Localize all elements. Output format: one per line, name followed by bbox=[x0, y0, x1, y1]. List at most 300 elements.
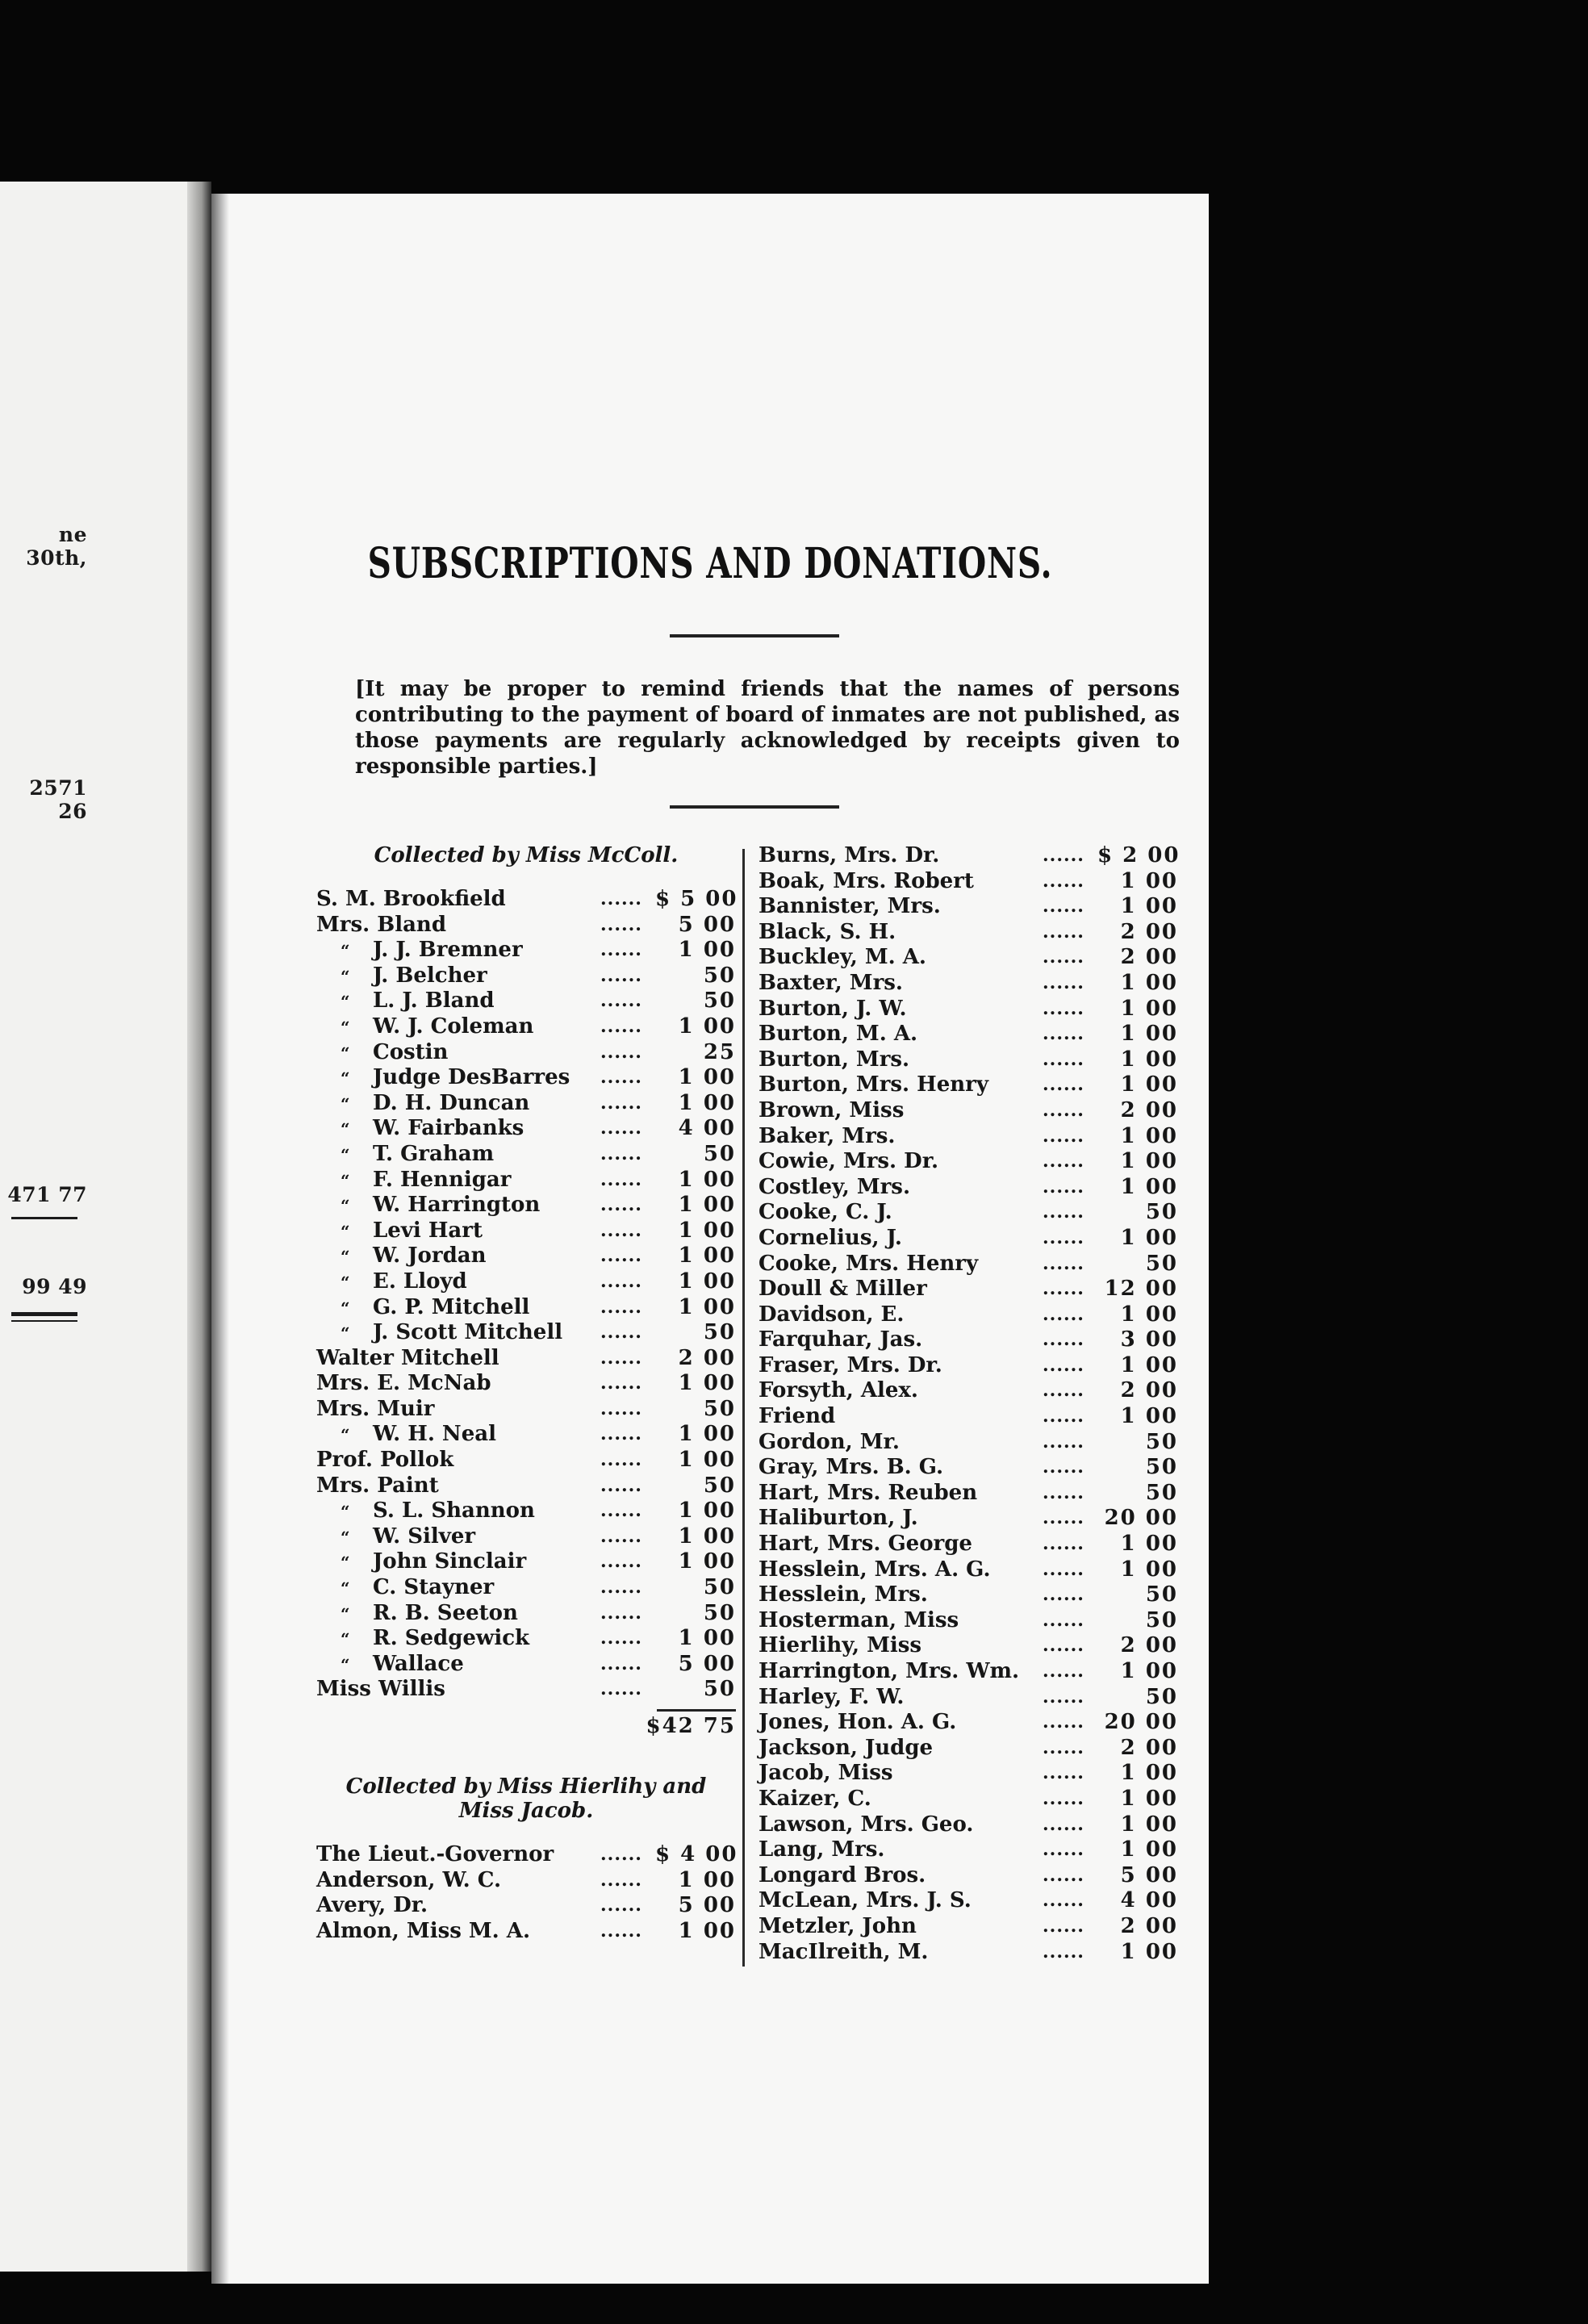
collector-title-line: Miss Jacob. bbox=[458, 1799, 594, 1823]
donor-entry bbox=[316, 1014, 736, 1040]
donor-entry bbox=[316, 1320, 736, 1346]
donor-name-text: W. Harrington bbox=[373, 1193, 541, 1218]
donation-amount: 50 bbox=[703, 1473, 736, 1498]
donor-entry bbox=[316, 1473, 736, 1499]
leader-dots: ...... bbox=[600, 1895, 642, 1916]
donor-entry bbox=[316, 989, 736, 1014]
donation-amount: 1 00 bbox=[1120, 1352, 1178, 1377]
donation-amount: 50 bbox=[703, 1396, 736, 1421]
donation-amount: 1 00 bbox=[1120, 1786, 1178, 1811]
donor-name-text: Miss Willis bbox=[316, 1677, 445, 1702]
donation-amount: 50 bbox=[1145, 1455, 1178, 1480]
donor-name bbox=[341, 1295, 529, 1322]
leader-dots: ...... bbox=[1043, 1584, 1084, 1606]
donor-name-text: Friend bbox=[758, 1404, 836, 1429]
donor-name bbox=[758, 1277, 927, 1302]
donor-name bbox=[341, 989, 495, 1015]
donor-name bbox=[341, 1168, 511, 1194]
donation-amount: 1 00 bbox=[1120, 1659, 1178, 1683]
donor-name bbox=[758, 843, 939, 869]
donor-entry bbox=[316, 1448, 736, 1473]
donation-amount: 1 00 bbox=[678, 1294, 736, 1319]
donation-amount: 1 00 bbox=[1120, 1939, 1178, 1964]
ditto-mark: “ bbox=[341, 1221, 350, 1241]
donor-name bbox=[758, 1353, 942, 1379]
leader-dots: ...... bbox=[1043, 1227, 1084, 1248]
donation-amount: 1 00 bbox=[678, 1448, 736, 1473]
leader-dots: ...... bbox=[600, 1678, 642, 1700]
left-page-fragment: 99 49 bbox=[22, 1275, 87, 1298]
donation-amount: 1 00 bbox=[678, 1244, 736, 1269]
leader-dots: ...... bbox=[1043, 972, 1084, 993]
donor-name-text: C. Stayner bbox=[373, 1575, 495, 1600]
donation-amount: 1 00 bbox=[678, 1422, 736, 1447]
leader-dots: ...... bbox=[1043, 1431, 1084, 1452]
leader-dots: ...... bbox=[600, 1398, 642, 1419]
donor-name-text: Doull & Miller bbox=[758, 1277, 927, 1302]
donation-amount: 1 00 bbox=[1120, 1404, 1178, 1429]
donation-amount: 1 00 bbox=[678, 1065, 736, 1090]
donor-name bbox=[758, 1940, 928, 1966]
donor-name bbox=[758, 1378, 918, 1404]
ditto-mark: “ bbox=[341, 1603, 350, 1624]
donation-amount: 5 00 bbox=[1120, 1862, 1178, 1887]
donation-amount: 1 00 bbox=[1120, 1072, 1178, 1097]
leader-dots: ...... bbox=[1043, 1507, 1084, 1529]
donor-name-text: Cornelius, J. bbox=[758, 1225, 902, 1250]
donor-name bbox=[341, 1116, 524, 1143]
donor-name bbox=[758, 894, 941, 920]
donor-name-text: Bannister, Mrs. bbox=[758, 894, 941, 919]
donor-name bbox=[758, 1812, 973, 1838]
donor-name bbox=[758, 1175, 910, 1201]
donor-name-text: Burton, Mrs. Henry bbox=[758, 1072, 988, 1097]
donor-name bbox=[341, 1269, 467, 1296]
donation-amount: 1 00 bbox=[678, 1498, 736, 1524]
donor-entry bbox=[316, 913, 736, 938]
leader-dots: ...... bbox=[1043, 1558, 1084, 1580]
donor-name-text: Hierlihy, Miss bbox=[758, 1633, 921, 1658]
donor-entry bbox=[758, 1659, 1178, 1685]
donor-entry bbox=[758, 1200, 1178, 1226]
leader-dots: ...... bbox=[600, 1041, 642, 1063]
donation-amount: 50 bbox=[703, 1677, 736, 1702]
donor-name bbox=[758, 1761, 893, 1787]
leader-dots: ...... bbox=[600, 1602, 642, 1624]
donation-amount: 2 00 bbox=[1120, 1097, 1178, 1122]
donor-entry bbox=[316, 1498, 736, 1524]
donation-amount: 50 bbox=[703, 989, 736, 1014]
donor-name-text: L. J. Bland bbox=[373, 989, 495, 1014]
donor-name bbox=[758, 1022, 917, 1047]
donor-name-text: Harrington, Mrs. Wm. bbox=[758, 1659, 1020, 1683]
left-page-fragment: ne 30th, bbox=[26, 523, 87, 570]
leader-dots: ...... bbox=[1043, 1915, 1084, 1937]
donation-amount: 50 bbox=[1145, 1607, 1178, 1632]
donor-entry bbox=[758, 1557, 1178, 1583]
donation-amount: 2 00 bbox=[1120, 945, 1178, 970]
donor-name-text: Jones, Hon. A. G. bbox=[758, 1710, 957, 1735]
leader-dots: ...... bbox=[1043, 1890, 1084, 1912]
donor-name-text: Anderson, W. C. bbox=[316, 1867, 502, 1892]
donor-name-text: Burton, J. W. bbox=[758, 996, 907, 1021]
leader-dots: ...... bbox=[600, 1118, 642, 1139]
donor-name bbox=[758, 1837, 884, 1863]
ditto-mark: “ bbox=[341, 1502, 350, 1522]
leader-dots: ...... bbox=[1043, 1457, 1084, 1478]
ornament-rule bbox=[670, 805, 839, 809]
donor-name bbox=[758, 1608, 959, 1634]
donor-name-text: Baxter, Mrs. bbox=[758, 970, 903, 995]
donation-amount: 1 00 bbox=[1120, 1022, 1178, 1047]
donation-amount: 1 00 bbox=[678, 1167, 736, 1192]
donor-entry bbox=[758, 1710, 1178, 1736]
donor-name bbox=[758, 1327, 922, 1353]
donor-name bbox=[341, 1422, 496, 1448]
leader-dots: ...... bbox=[1043, 896, 1084, 917]
donor-entry bbox=[758, 1124, 1178, 1150]
donor-name-text: Hesslein, Mrs. A. G. bbox=[758, 1557, 991, 1582]
donation-amount: 1 00 bbox=[678, 1371, 736, 1396]
ditto-mark: “ bbox=[341, 1323, 350, 1344]
donor-name-text: E. Lloyd bbox=[373, 1269, 467, 1294]
leader-dots: ...... bbox=[600, 888, 642, 909]
donor-name-text: Cooke, C. J. bbox=[758, 1200, 892, 1225]
donation-amount: 1 00 bbox=[678, 1867, 736, 1892]
donor-entry bbox=[758, 920, 1178, 946]
donor-name-text: W. Jordan bbox=[373, 1244, 487, 1269]
leader-dots: ...... bbox=[1043, 1176, 1084, 1198]
leader-dots: ...... bbox=[1043, 870, 1084, 892]
donor-name bbox=[758, 1072, 988, 1098]
donation-amount: 1 00 bbox=[1120, 1837, 1178, 1862]
leader-dots: ...... bbox=[1043, 1661, 1084, 1682]
donor-name bbox=[316, 1397, 434, 1423]
leader-dots: ...... bbox=[1043, 1074, 1084, 1096]
leader-dots: ...... bbox=[600, 1525, 642, 1547]
donor-entry bbox=[316, 1601, 736, 1627]
donor-name bbox=[341, 1040, 448, 1067]
donor-entry bbox=[758, 1940, 1178, 1966]
donor-name-text: G. P. Mitchell bbox=[373, 1294, 530, 1319]
donor-entry bbox=[758, 1582, 1178, 1608]
donor-entry bbox=[316, 1269, 736, 1295]
leader-dots: ...... bbox=[1043, 1839, 1084, 1861]
donation-amount: $ 4 00 bbox=[655, 1842, 738, 1866]
donation-amount: 1 00 bbox=[1120, 1557, 1178, 1582]
donor-entry bbox=[758, 1327, 1178, 1353]
donor-name-text: Burton, M. A. bbox=[758, 1022, 918, 1047]
donor-name bbox=[758, 1736, 933, 1762]
leader-dots: ...... bbox=[1043, 845, 1084, 866]
donor-name bbox=[758, 997, 907, 1022]
leader-dots: ...... bbox=[1043, 1125, 1084, 1147]
donation-amount: 25 bbox=[703, 1039, 736, 1064]
notice-paragraph: [It may be proper to remind friends that the names of persons contributing to the payment of board of inmates are not published, as those payments are regularly acknowledged by receipts given to responsible parties.] bbox=[355, 677, 1180, 779]
donor-name bbox=[316, 1919, 530, 1945]
leader-dots: ...... bbox=[600, 1143, 642, 1164]
donor-name-text: Walter Mitchell bbox=[316, 1345, 499, 1370]
ditto-mark: “ bbox=[341, 1527, 350, 1547]
collector-title: Collected by Miss McColl. bbox=[374, 843, 679, 867]
ditto-mark: “ bbox=[341, 966, 350, 986]
donor-name-text: Mrs. Muir bbox=[316, 1396, 435, 1421]
donor-name bbox=[758, 1888, 972, 1914]
donor-entry bbox=[758, 1277, 1178, 1302]
donor-name bbox=[758, 1047, 909, 1073]
donor-name bbox=[341, 1193, 540, 1219]
donor-entry bbox=[316, 1065, 736, 1091]
donation-amount: 1 00 bbox=[678, 1918, 736, 1943]
donor-entry bbox=[758, 1685, 1178, 1711]
donation-amount: 50 bbox=[1145, 1251, 1178, 1276]
donor-name-text: J. Belcher bbox=[373, 963, 487, 988]
donor-name-text: Costley, Mrs. bbox=[758, 1174, 910, 1199]
donor-entry bbox=[316, 1919, 736, 1945]
donor-entry bbox=[316, 1218, 736, 1244]
donor-name-text: Longard Bros. bbox=[758, 1862, 926, 1887]
donor-entry bbox=[758, 1837, 1178, 1863]
donor-entry bbox=[758, 1863, 1178, 1889]
donor-entry bbox=[758, 1353, 1178, 1379]
donation-amount: 1 00 bbox=[1120, 996, 1178, 1021]
donor-name-text: D. H. Duncan bbox=[373, 1090, 530, 1115]
donor-name-text: Costin bbox=[373, 1039, 449, 1064]
leader-dots: ...... bbox=[600, 1920, 642, 1942]
ditto-mark: “ bbox=[341, 1144, 350, 1164]
donor-name-text: Harley, F. W. bbox=[758, 1684, 905, 1709]
donor-name bbox=[758, 1710, 956, 1736]
leader-dots: ...... bbox=[600, 1373, 642, 1394]
donor-name-text: F. Hennigar bbox=[373, 1167, 512, 1192]
donor-name-text: Mrs. E. McNab bbox=[316, 1371, 491, 1396]
donor-entry bbox=[758, 1302, 1178, 1328]
leader-dots: ...... bbox=[1043, 1813, 1084, 1835]
leader-dots: ...... bbox=[600, 1449, 642, 1471]
donor-name bbox=[316, 1868, 501, 1894]
donation-amount: 1 00 bbox=[678, 1626, 736, 1651]
donor-name bbox=[341, 1142, 494, 1168]
leader-dots: ...... bbox=[1043, 1329, 1084, 1351]
donor-entry bbox=[758, 1072, 1178, 1098]
donor-name bbox=[341, 1549, 526, 1576]
donor-name-text: Wallace bbox=[373, 1651, 464, 1676]
left-page-fragment: 471 77 bbox=[7, 1183, 87, 1206]
donor-entry bbox=[316, 1244, 736, 1269]
donor-name-text: Metzler, John bbox=[758, 1913, 917, 1938]
leader-dots: ...... bbox=[600, 1194, 642, 1216]
donation-amount: 4 00 bbox=[678, 1116, 736, 1141]
donor-name bbox=[758, 1404, 835, 1430]
ditto-mark: “ bbox=[341, 1119, 350, 1139]
donor-name-text: R. B. Seeton bbox=[373, 1600, 518, 1625]
donor-entry bbox=[758, 1736, 1178, 1762]
donation-amount: 50 bbox=[1145, 1429, 1178, 1454]
leader-dots: ...... bbox=[1043, 1533, 1084, 1555]
ditto-mark: “ bbox=[341, 1068, 350, 1089]
donor-name-text: Haliburton, J. bbox=[758, 1506, 918, 1531]
donor-name bbox=[341, 1601, 518, 1628]
leader-dots: ...... bbox=[1043, 1686, 1084, 1707]
donation-amount: 2 00 bbox=[1120, 919, 1178, 944]
donor-entry bbox=[316, 1371, 736, 1397]
leader-dots: ...... bbox=[1043, 1278, 1084, 1300]
donor-name-text: Baker, Mrs. bbox=[758, 1123, 896, 1148]
donor-entry bbox=[758, 945, 1178, 971]
donation-amount: 1 00 bbox=[1120, 1532, 1178, 1557]
donor-entry bbox=[316, 1142, 736, 1168]
donor-list bbox=[316, 1842, 736, 1944]
leader-dots: ...... bbox=[600, 1015, 642, 1037]
donor-name bbox=[758, 1098, 904, 1124]
leader-dots: ...... bbox=[600, 964, 642, 986]
donor-entry bbox=[758, 1761, 1178, 1787]
ditto-mark: “ bbox=[341, 1298, 350, 1318]
donor-name bbox=[341, 1244, 487, 1270]
ditto-mark: “ bbox=[341, 1196, 350, 1216]
donation-amount: 1 00 bbox=[678, 1090, 736, 1115]
donor-name-text: Hesslein, Mrs. bbox=[758, 1582, 928, 1607]
donor-name bbox=[316, 1677, 445, 1703]
leader-dots: ...... bbox=[600, 1474, 642, 1496]
donor-name bbox=[758, 1633, 921, 1659]
donor-name-text: Buckley, M. A. bbox=[758, 945, 926, 970]
leader-dots: ...... bbox=[1043, 1737, 1084, 1758]
donor-entry bbox=[758, 869, 1178, 895]
donor-name bbox=[758, 1659, 1019, 1685]
donation-amount: 1 00 bbox=[1120, 1812, 1178, 1837]
total-line bbox=[316, 1712, 736, 1741]
donor-name bbox=[758, 1149, 938, 1175]
donor-name-text: Burns, Mrs. Dr. bbox=[758, 843, 940, 867]
donor-entry bbox=[758, 1812, 1178, 1838]
donation-amount: 1 00 bbox=[1120, 1302, 1178, 1327]
donor-name-text: Cooke, Mrs. Henry bbox=[758, 1251, 979, 1276]
donor-name bbox=[758, 1252, 978, 1277]
leader-dots: ...... bbox=[1043, 1023, 1084, 1045]
donor-name-text: Lawson, Mrs. Geo. bbox=[758, 1812, 974, 1837]
donation-amount: 1 00 bbox=[678, 1193, 736, 1218]
donor-entry bbox=[758, 843, 1181, 869]
donor-name bbox=[316, 1893, 428, 1919]
donor-name-text: MacIlreith, M. bbox=[758, 1939, 929, 1964]
donor-entry bbox=[316, 1193, 736, 1218]
leader-dots: ...... bbox=[600, 1500, 642, 1522]
ditto-mark: “ bbox=[341, 1629, 350, 1649]
donor-list bbox=[316, 887, 736, 1703]
donor-name bbox=[341, 1014, 533, 1041]
donor-name-text: Black, S. H. bbox=[758, 919, 896, 944]
page-heading: SUBSCRIPTIONS AND DONATIONS. bbox=[367, 539, 1053, 588]
donation-amount: 12 00 bbox=[1104, 1277, 1178, 1302]
leader-dots: ...... bbox=[1043, 1354, 1084, 1376]
donation-amount: 1 00 bbox=[678, 1269, 736, 1294]
donor-name bbox=[341, 1498, 535, 1525]
donor-name-text: R. Sedgewick bbox=[373, 1626, 530, 1651]
donor-entry bbox=[758, 1047, 1178, 1073]
leader-dots: ...... bbox=[600, 1296, 642, 1318]
donor-entry bbox=[316, 938, 736, 963]
leader-dots: ...... bbox=[1043, 1635, 1084, 1657]
leader-dots: ...... bbox=[1043, 1252, 1084, 1274]
leader-dots: ...... bbox=[1043, 1406, 1084, 1427]
leader-dots: ...... bbox=[600, 1423, 642, 1445]
donor-name-text: Mrs. Bland bbox=[316, 912, 447, 937]
donor-name-text: Cowie, Mrs. Dr. bbox=[758, 1149, 939, 1174]
donor-name-text: W. Fairbanks bbox=[373, 1116, 524, 1141]
donation-amount: 5 00 bbox=[678, 912, 736, 937]
donor-name-text: S. L. Shannon bbox=[373, 1498, 535, 1524]
donor-name bbox=[758, 1200, 892, 1226]
leader-dots: ...... bbox=[600, 1067, 642, 1089]
leader-dots: ...... bbox=[600, 1869, 642, 1891]
donor-entry bbox=[758, 1430, 1178, 1456]
donor-name-text: Burton, Mrs. bbox=[758, 1047, 910, 1072]
donor-name bbox=[758, 1302, 904, 1328]
donor-name bbox=[758, 1481, 977, 1507]
donor-name-text: Gray, Mrs. B. G. bbox=[758, 1455, 944, 1480]
donor-name-text: Levi Hart bbox=[373, 1218, 483, 1243]
leader-dots: ...... bbox=[1043, 1762, 1084, 1784]
donor-entry bbox=[758, 997, 1178, 1022]
donor-name-text: Prof. Pollok bbox=[316, 1448, 454, 1473]
donor-name-text: T. Graham bbox=[373, 1141, 495, 1166]
donor-name bbox=[758, 1506, 918, 1532]
donation-amount: 1 00 bbox=[678, 1524, 736, 1549]
donor-name bbox=[341, 938, 523, 964]
donor-name bbox=[316, 1346, 499, 1372]
donor-entry bbox=[316, 963, 736, 989]
donation-amount: 20 00 bbox=[1104, 1506, 1178, 1531]
leader-dots: ...... bbox=[1043, 997, 1084, 1019]
donor-name bbox=[758, 1532, 972, 1557]
donor-entry bbox=[316, 1168, 736, 1193]
left-page-rule bbox=[11, 1312, 77, 1316]
leader-dots: ...... bbox=[600, 1577, 642, 1599]
donor-entry bbox=[316, 1549, 736, 1575]
donor-entry bbox=[316, 1397, 736, 1423]
donation-amount: 2 00 bbox=[1120, 1735, 1178, 1760]
donor-entry bbox=[758, 1252, 1178, 1277]
right-column bbox=[758, 843, 1181, 1965]
main-page-edge bbox=[211, 194, 229, 2284]
donor-entry bbox=[316, 1346, 736, 1372]
donor-entry bbox=[316, 1575, 736, 1601]
donation-amount: 50 bbox=[1145, 1200, 1178, 1225]
donation-amount: 1 00 bbox=[1120, 894, 1178, 919]
donor-name bbox=[316, 1842, 554, 1868]
donation-amount: 1 00 bbox=[1120, 1761, 1178, 1786]
leader-dots: ...... bbox=[1043, 1303, 1084, 1325]
donor-name bbox=[758, 1124, 895, 1150]
donor-name-text: Hosterman, Miss bbox=[758, 1607, 959, 1632]
donor-entry bbox=[316, 1091, 736, 1117]
donor-entry bbox=[758, 894, 1178, 920]
donation-amount: 1 00 bbox=[678, 1549, 736, 1574]
donor-name bbox=[758, 1557, 991, 1583]
donor-name-text: Almon, Miss M. A. bbox=[316, 1918, 531, 1943]
donor-name-text: Forsyth, Alex. bbox=[758, 1378, 918, 1403]
donor-name-text: The Lieut.-Governor bbox=[316, 1842, 554, 1866]
leader-dots: ...... bbox=[600, 1653, 642, 1674]
leader-dots: ...... bbox=[600, 1219, 642, 1241]
ditto-mark: “ bbox=[341, 1247, 350, 1267]
donor-name-text: John Sinclair bbox=[373, 1549, 527, 1574]
leader-dots: ...... bbox=[1043, 947, 1084, 968]
donor-entry bbox=[758, 1455, 1178, 1481]
leader-dots: ...... bbox=[600, 1245, 642, 1267]
donor-entry bbox=[316, 1842, 736, 1868]
